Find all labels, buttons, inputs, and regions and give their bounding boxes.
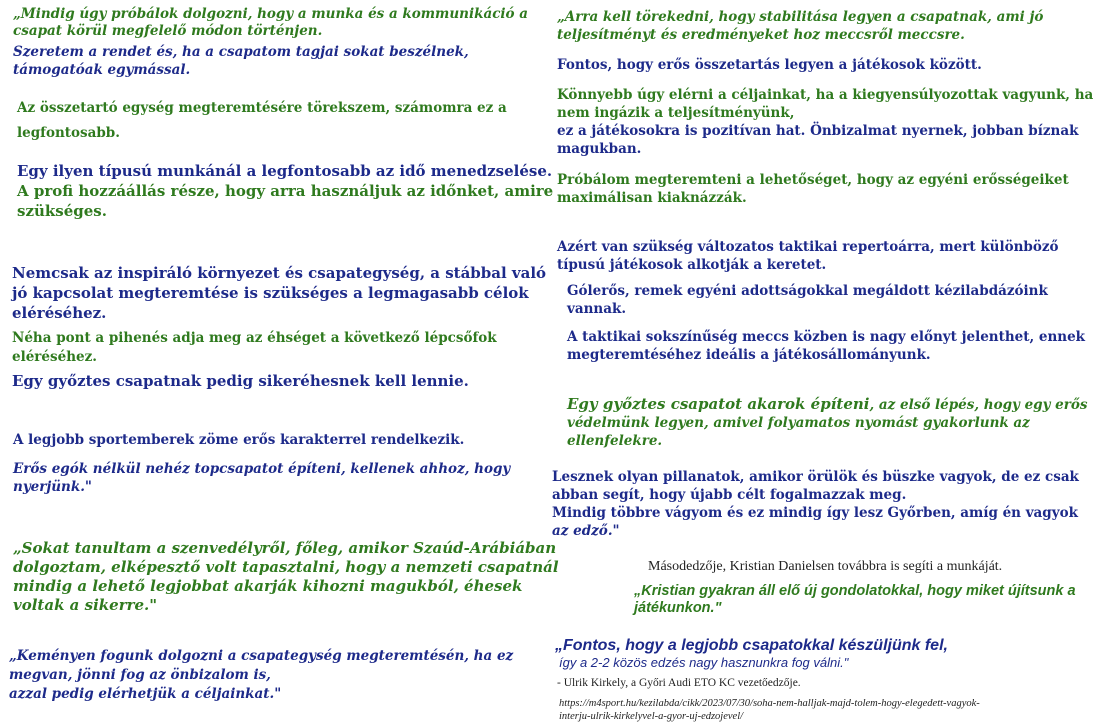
text-block-unity-end <box>17 124 120 142</box>
quote-block-saudi <box>13 539 559 615</box>
text-line: megvan, jönni fog az önbizalom is, <box>9 667 271 683</box>
text-line: Egy ilyen típusú munkánál a legfontosabb az idő menedzselése. <box>17 162 553 180</box>
text-line: védelmünk legyen, amivel folyamatos nyomást gyakorlunk az <box>567 415 1030 431</box>
text-line: „Fontos, hogy a legjobb csapatokkal készüljünk fel, <box>555 637 948 654</box>
text-block-unity <box>17 99 507 117</box>
text-line: legfontosabb. <box>17 125 120 141</box>
text-line: A legjobb sportemberek zöme erős karakterrel rendelkezik. <box>13 432 465 448</box>
text-block-environment <box>12 263 546 323</box>
quote-block-preparation <box>555 636 948 671</box>
text-line: megteremtéséhez ideális a játékosállományunk. <box>567 347 931 363</box>
text-line: így a 2-2 közös edzés nagy hasznunkra fog válni." <box>559 655 849 670</box>
text-line: magukban. <box>557 141 642 157</box>
text-block-character <box>13 431 464 449</box>
text-line: nem ingázik a teljesítményünk, <box>557 105 795 121</box>
text-line: Gólerős, remek egyéni adottságokkal megáldott kézilabdázóink <box>567 283 1048 299</box>
text-block-balance <box>557 86 1093 158</box>
text-line: támogatóak egymással. <box>13 62 191 78</box>
text-line: eléréséhez. <box>12 349 97 365</box>
text-line: maximálisan kiaknázzák. <box>557 190 747 206</box>
text-block-time <box>17 161 553 221</box>
text-line: nyerjünk." <box>13 479 92 495</box>
text-line: Az összetartó egység megteremtésére törekszem, számomra ez a <box>17 100 507 116</box>
text-line: , az első lépés, hogy egy erős <box>869 397 1088 413</box>
text-line: Egy győztes csapatnak pedig sikeréhesnek kell lennie. <box>12 372 469 390</box>
text-block-cohesion <box>557 56 982 74</box>
text-line: játékunkon." <box>634 600 722 616</box>
quote-block-kristian <box>634 583 1076 617</box>
text-line: teljesítményt és eredményeket hoz meccsről meccsre. <box>557 27 965 43</box>
text-line: vannak. <box>567 301 627 317</box>
text-line: típusú játékosok alkotják a keretet. <box>557 257 827 273</box>
text-line: Nemcsak az inspiráló környezet és csapategység, a stábbal való <box>12 264 547 282</box>
text-line: azzal pedig elérhetjük a céljainkat." <box>9 686 282 702</box>
text-line: A taktikai sokszínűség meccs közben is nagy előnyt jelenthet, ennek <box>567 329 1086 345</box>
text-line: dolgoztam, elképesztő volt tapasztalni, hogy a nemzeti csapatnál <box>13 558 559 576</box>
text-block-scorers <box>567 282 1048 318</box>
text-line: abban segít, hogy újabb célt fogalmazzak meg. <box>552 487 907 503</box>
text-assistant-coach <box>648 558 1002 576</box>
text-line: „Mindig úgy próbálok dolgozni, hogy a munka és a kommunikáció a <box>13 6 529 22</box>
text-line: az edző." <box>552 523 620 539</box>
text-line: Másodedzője, Kristian Danielsen továbbra is segíti a munkáját. <box>648 559 1003 574</box>
text-line: Mindig többre vágyom és ez mindig így lesz Győrben, amíg én vagyok <box>552 505 1078 521</box>
text-line: Egy győztes csapatot akarok építeni <box>567 395 870 413</box>
text-line[interactable]: https://m4sport.hu/kezilabda/cikk/2023/07/30/soha-nem-halljak-majd-tolem-hogy-elegedett-vagyok- <box>559 698 980 709</box>
quote-block-confidence <box>9 647 513 704</box>
text-block-tactics <box>557 238 1059 274</box>
source-link[interactable] <box>559 697 980 723</box>
text-block-rest <box>12 329 497 367</box>
text-line: Azért van szükség változatos taktikai repertoárra, mert különböző <box>557 239 1059 255</box>
text-line: „Arra kell törekedni, hogy stabilitása legyen a csapatnak, ami jó <box>557 9 1044 25</box>
text-line: ellenfelekre. <box>567 433 663 449</box>
text-line: Próbálom megteremteni a lehetőséget, hogy az egyéni erősségeiket <box>557 172 1069 188</box>
text-line: Szeretem a rendet és, ha a csapatom tagjai sokat beszélnek, <box>13 44 469 60</box>
text-line: Könnyebb úgy elérni a céljainkat, ha a kiegyensúlyozottak vagyunk, ha <box>557 87 1094 103</box>
quote-block-winning-team <box>567 395 1087 450</box>
text-line: csapat körül megfelelő módon történjen. <box>13 23 323 39</box>
text-block-strengths <box>557 171 1069 207</box>
text-line: „Kristian gyakran áll elő új gondolatokkal, hogy miket újítsunk a <box>634 583 1076 599</box>
quote-block-order <box>13 43 469 79</box>
text-line: - Ulrik Kirkely, a Győri Audi ETO KC vezetőedzője. <box>557 677 801 689</box>
text-line: Néha pont a pihenés adja meg az éhséget a következő lépcsőfok <box>12 330 497 346</box>
text-block-moments <box>552 468 1079 540</box>
text-block-egos <box>13 460 510 496</box>
text-line: Fontos, hogy erős összetartás legyen a játékosok között. <box>557 57 982 73</box>
text-line: A profi hozzáállás része, hogy arra használjuk az időnket, amire <box>17 182 554 200</box>
text-line: ez a játékosokra is pozitívan hat. Önbizalmat nyernek, jobban bíznak <box>557 123 1079 139</box>
quote-block-stability <box>557 8 1043 44</box>
text-line[interactable]: interju-ulrik-kirkelyvel-a-gyor-uj-edzojevel/ <box>559 711 744 722</box>
text-line: voltak a sikerre." <box>13 596 158 614</box>
text-line: eléréséhez. <box>12 304 107 322</box>
text-line: „Sokat tanultam a szenvedélyről, főleg, amikor Szaúd-Arábiában <box>13 539 557 557</box>
text-line: jó kapcsolat megteremtése is szükséges a legmagasabb célok <box>12 284 529 302</box>
quote-block-intro <box>13 6 528 40</box>
text-attribution <box>557 676 801 690</box>
text-line: mindig a lehető legjobbat akarják kihozni magukból, éhesek <box>13 577 523 595</box>
text-line: Erős egók nélkül nehéz topcsapatot építeni, kellenek ahhoz, hogy <box>13 461 511 477</box>
text-line: szükséges. <box>17 202 107 220</box>
text-line: „Keményen fogunk dolgozni a csapategység megteremtésén, ha ez <box>9 648 514 664</box>
text-block-hungry <box>12 371 469 391</box>
text-line: Lesznek olyan pillanatok, amikor örülök és büszke vagyok, de ez csak <box>552 469 1079 485</box>
text-block-variety <box>567 328 1085 364</box>
